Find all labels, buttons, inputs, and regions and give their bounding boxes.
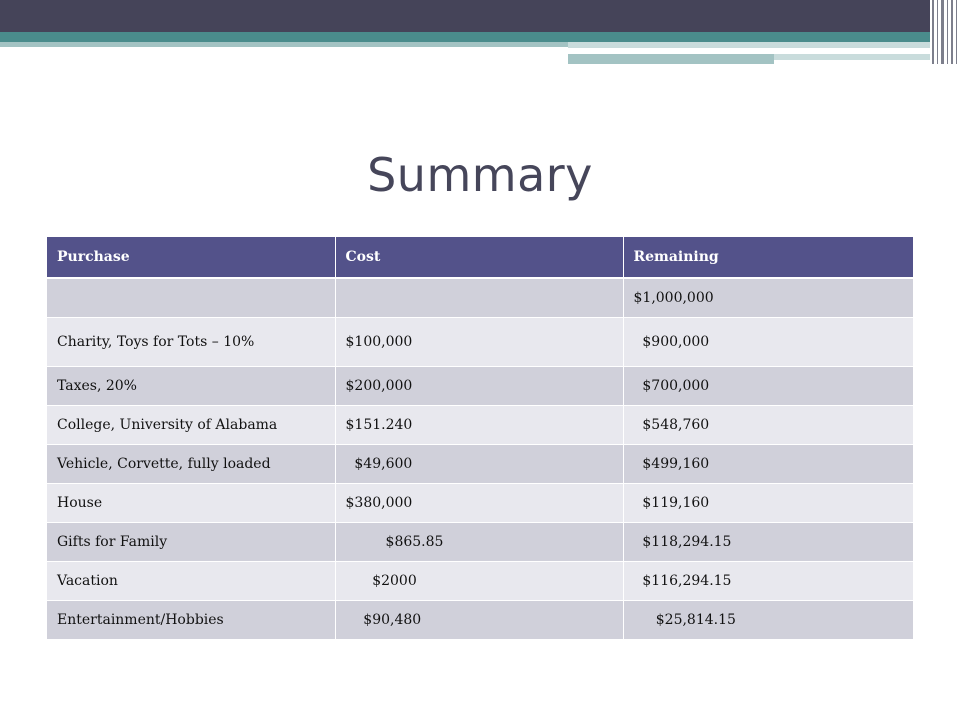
cell-remaining: $700,000 — [623, 367, 913, 406]
cell-purchase: Vacation — [47, 562, 335, 601]
cell-cost: $2000 — [335, 562, 623, 601]
cell-purchase: Gifts for Family — [47, 523, 335, 562]
table-row — [47, 278, 913, 318]
cell-purchase — [47, 278, 335, 318]
cell-remaining: $1,000,000 — [623, 278, 913, 318]
cell-remaining: $900,000 — [623, 318, 913, 367]
cell-cost: $49,600 — [335, 445, 623, 484]
header-bar-dark — [0, 0, 930, 32]
cell-purchase: Vehicle, Corvette, fully loaded — [47, 445, 335, 484]
cell-cost — [335, 278, 623, 318]
cell-purchase: Charity, Toys for Tots – 10% — [47, 318, 335, 367]
cell-cost: $90,480 — [335, 601, 623, 640]
cell-remaining: $116,294.15 — [623, 562, 913, 601]
table-row — [47, 484, 913, 523]
cell-remaining: $25,814.15 — [623, 601, 913, 640]
page-title: Summary — [367, 148, 593, 202]
cell-cost: $100,000 — [335, 318, 623, 367]
cell-remaining: $499,160 — [623, 445, 913, 484]
table-row — [47, 562, 913, 601]
cell-remaining: $119,160 — [623, 484, 913, 523]
table-row — [47, 601, 913, 640]
header-bar-light — [774, 54, 930, 60]
summary-table — [47, 237, 914, 640]
cell-cost: $200,000 — [335, 367, 623, 406]
header-vertical-lines — [930, 0, 960, 64]
cell-cost: $151.240 — [335, 406, 623, 445]
column-header-purchase: Purchase — [47, 237, 335, 278]
cell-remaining: $118,294.15 — [623, 523, 913, 562]
cell-remaining: $548,760 — [623, 406, 913, 445]
header-bar-light — [0, 42, 568, 47]
cell-cost: $865.85 — [335, 523, 623, 562]
table-header-row — [47, 237, 913, 278]
cell-purchase: House — [47, 484, 335, 523]
header-bar-line — [568, 50, 888, 52]
cell-purchase: Taxes, 20% — [47, 367, 335, 406]
header-bar-light — [568, 42, 930, 48]
cell-cost: $380,000 — [335, 484, 623, 523]
cell-purchase: College, University of Alabama — [47, 406, 335, 445]
header-bar-light — [568, 54, 774, 64]
table-row — [47, 523, 913, 562]
table-row — [47, 406, 913, 445]
column-header-remaining: Remaining — [623, 237, 913, 278]
header-bar-teal — [0, 32, 930, 42]
table-row — [47, 318, 913, 367]
table-row — [47, 367, 913, 406]
table-row — [47, 445, 913, 484]
cell-purchase: Entertainment/Hobbies — [47, 601, 335, 640]
column-header-cost: Cost — [335, 237, 623, 278]
